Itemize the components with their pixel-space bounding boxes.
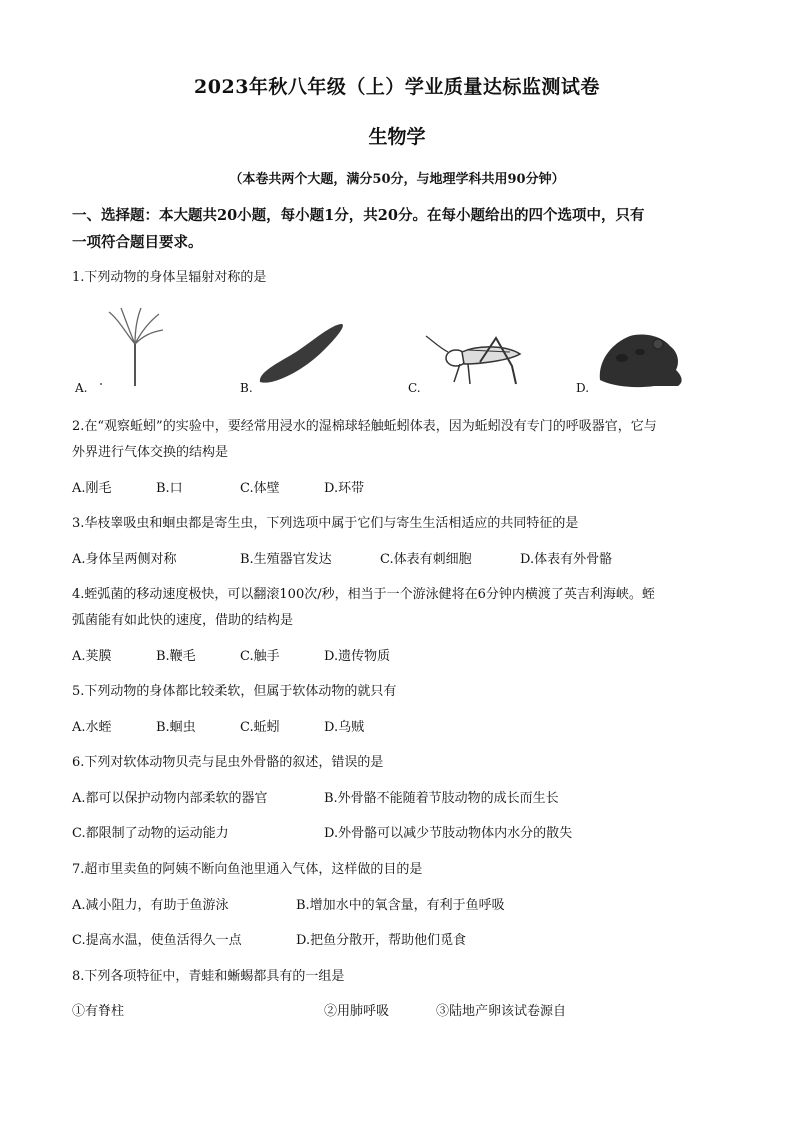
q1-option-b-label: B.: [240, 381, 253, 395]
exam-note: （本卷共两个大题，满分50分，与地理学科共用90分钟）: [229, 172, 565, 187]
q4-option-a[interactable]: A.荚膜: [72, 649, 112, 664]
q3-option-b[interactable]: B.生殖器官发达: [240, 552, 332, 567]
q8-item-2: ②用肺呼吸: [324, 1004, 390, 1019]
q7-option-b[interactable]: B.增加水中的氧含量，有利于鱼呼吸: [296, 898, 505, 913]
q6-option-d[interactable]: D.外骨骼可以减少节肢动物体内水分的散失: [324, 826, 573, 841]
question-7-stem: 7.超市里卖鱼的阿姨不断向鱼池里通入气体，这样做的目的是: [72, 862, 423, 877]
subject-title: 生物学: [368, 126, 426, 148]
q7-option-c[interactable]: C.提高水温，使鱼活得久一点: [72, 933, 242, 948]
grasshopper-icon: [420, 326, 530, 390]
q8-item-3: ③陆地产卵该试卷源自: [436, 1004, 567, 1019]
q7-option-a[interactable]: A.减小阻力，有助于鱼游泳: [72, 898, 229, 913]
question-2-stem-line1: 2.在“观察蚯蚓”的实验中，要经常用浸水的湿棉球轻触蚯蚓体表，因为蚯蚓没有专门的呼吸器官，它与: [72, 419, 657, 434]
question-2-stem-line2: 外界进行气体交换的结构是: [72, 445, 229, 460]
q4-option-b[interactable]: B.鞭毛: [156, 649, 196, 664]
question-3-stem: 3.华枝睾吸虫和蛔虫都是寄生虫，下列选项中属于它们与寄生生活相适应的共同特征的是: [72, 516, 579, 531]
q4-option-c[interactable]: C.触手: [240, 649, 280, 664]
q8-item-1: ①有脊柱: [72, 1004, 125, 1019]
q3-option-c[interactable]: C.体表有刺细胞: [380, 552, 472, 567]
question-5-stem: 5.下列动物的身体都比较柔软，但属于软体动物的就只有: [72, 684, 397, 699]
q6-option-a[interactable]: A.都可以保护动物内部柔软的器官: [72, 791, 268, 806]
q6-option-b[interactable]: B.外骨骼不能随着节肢动物的成长而生长: [324, 791, 559, 806]
q5-option-d[interactable]: D.乌贼: [324, 720, 365, 735]
frog-icon: [592, 322, 688, 392]
q6-option-c[interactable]: C.都限制了动物的运动能力: [72, 826, 229, 841]
question-4-stem-line1: 4.蛭弧菌的移动速度极快，可以翻滚100次/秒，相当于一个游泳健将在6分钟内横渡了英吉利海峡。蛭: [72, 587, 655, 602]
section-heading-line2: 一项符合题目要求。: [72, 234, 203, 251]
hydra-icon: [95, 302, 175, 390]
q5-option-b[interactable]: B.蛔虫: [156, 720, 196, 735]
q2-option-a[interactable]: A.刚毛: [72, 481, 112, 496]
question-6-stem: 6.下列对软体动物贝壳与昆虫外骨骼的叙述，错误的是: [72, 755, 384, 770]
q2-option-b[interactable]: B.口: [156, 481, 183, 496]
question-1-stem: 1.下列动物的身体呈辐射对称的是: [72, 270, 267, 285]
q2-option-d[interactable]: D.环带: [324, 481, 365, 496]
q1-option-d-label: D.: [576, 381, 590, 395]
q2-option-c[interactable]: C.体壁: [240, 481, 280, 496]
planarian-icon: [252, 320, 352, 390]
q1-option-c-label: C.: [408, 381, 421, 395]
q1-option-a-label: A.: [75, 381, 88, 395]
section-heading-line1: 一、选择题：本大题共20小题，每小题1分，共20分。在每小题给出的四个选项中，只有: [72, 207, 645, 224]
q3-option-a[interactable]: A.身体呈两侧对称: [72, 552, 177, 567]
q3-option-d[interactable]: D.体表有外骨骼: [520, 552, 613, 567]
q7-option-d[interactable]: D.把鱼分散开，帮助他们觅食: [296, 933, 467, 948]
q5-option-c[interactable]: C.蚯蚓: [240, 720, 280, 735]
q4-option-d[interactable]: D.遗传物质: [324, 649, 391, 664]
question-8-stem: 8.下列各项特征中，青蛙和蜥蜴都具有的一组是: [72, 969, 345, 984]
exam-title: 2023年秋八年级（上）学业质量达标监测试卷: [194, 76, 600, 98]
q5-option-a[interactable]: A.水蛭: [72, 720, 112, 735]
question-4-stem-line2: 弧菌能有如此快的速度，借助的结构是: [72, 613, 294, 628]
